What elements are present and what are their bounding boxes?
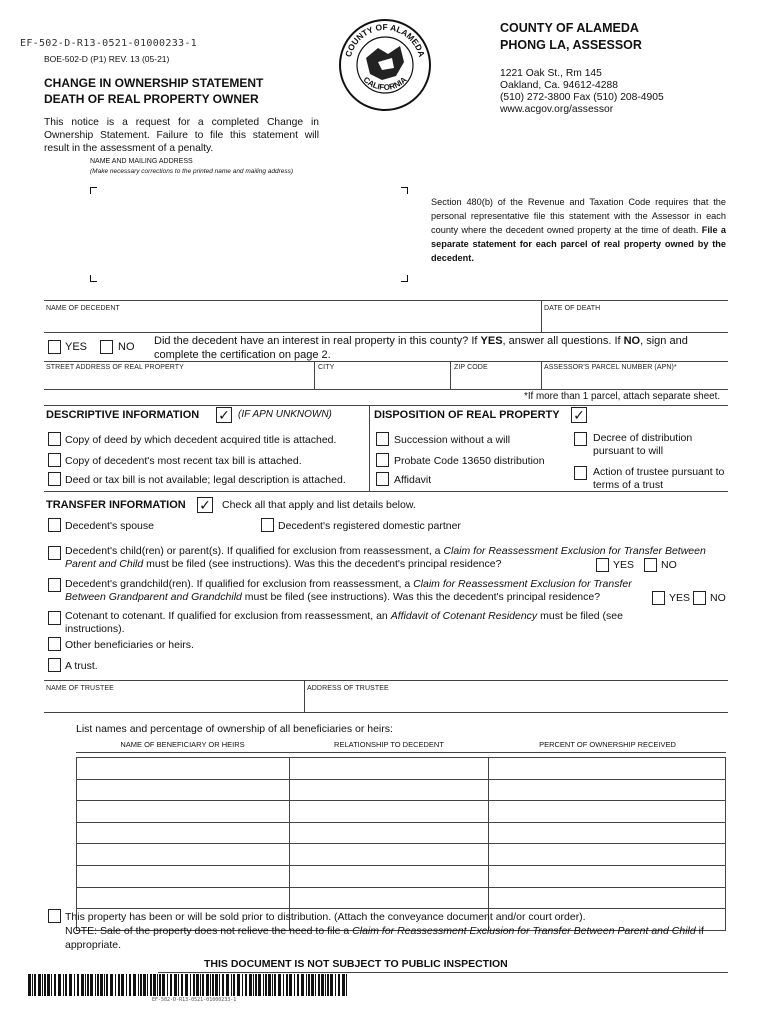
beneficiaries-intro: List names and percentage of ownership of all beneficiaries or heirs: [76, 723, 393, 735]
barcode-bar [121, 974, 124, 996]
barcode-bar [63, 974, 64, 996]
public-inspection-notice: THIS DOCUMENT IS NOT SUBJECT TO PUBLIC INSPECTION [204, 958, 508, 970]
barcode-bar [294, 974, 295, 996]
barcode-bar [47, 974, 50, 996]
barcode-bar [104, 974, 105, 996]
legal-description-checkbox[interactable] [48, 472, 61, 486]
barcode-bar [115, 974, 116, 996]
barcode-bar [100, 974, 103, 996]
barcode-bar [283, 974, 284, 996]
barcode-bar [311, 974, 314, 996]
barcode-bar [110, 974, 113, 996]
barcode-bar [77, 974, 79, 996]
barcode-bar [95, 974, 96, 996]
barcode-bar [143, 974, 146, 996]
mailing-address-sublabel: (Make necessary corrections to the printed name and mailing address) [90, 168, 294, 175]
percent-cell[interactable] [489, 887, 726, 909]
barcode-bar [133, 974, 136, 996]
barcode-bar [162, 974, 165, 996]
child-residence-yes-label: YES [613, 559, 635, 571]
succession-checkbox[interactable] [376, 432, 389, 446]
beneficiary-name-cell[interactable] [77, 822, 290, 844]
divider [44, 389, 728, 390]
probate-code-checkbox[interactable] [376, 453, 389, 467]
apn-unknown-label: (IF APN UNKNOWN) [238, 409, 332, 420]
document-code: EF-502-D-R13-0521-01000233-1 [20, 38, 197, 49]
relationship-cell[interactable] [289, 758, 489, 780]
barcode-bar [42, 974, 43, 996]
barcode-bar [150, 974, 152, 996]
beneficiary-name-cell[interactable] [77, 844, 290, 866]
barcode-bar [231, 974, 232, 996]
barcode-bar [215, 974, 218, 996]
property-sold-text: This property has been or will be sold prior to distribution. (Attach the conveyance document and/or court order). NOTE: Sale of the property does not relieve the need to file a Claim for Reassessment Exclusion for Transfer Between Parent and Child if appropriate. [65, 911, 704, 951]
svg-text:CALIFORNIA: CALIFORNIA [361, 75, 409, 93]
relationship-cell[interactable] [289, 801, 489, 823]
barcode-bar [301, 974, 304, 996]
relationship-cell[interactable] [289, 887, 489, 909]
barcode-bar [237, 974, 240, 996]
form-title-line1: CHANGE IN OWNERSHIP STATEMENT [44, 76, 264, 90]
barcode-bar [196, 974, 199, 996]
barcode-bar [289, 974, 292, 996]
grandchild-residence-yes-checkbox[interactable] [652, 591, 665, 605]
barcode-bar [346, 974, 347, 996]
barcode-bar [190, 974, 191, 996]
barcode-bar [87, 974, 89, 996]
relationship-cell[interactable] [289, 865, 489, 887]
barcode-bar [263, 974, 264, 996]
barcode-bar [308, 974, 310, 996]
barcode-bar [202, 974, 204, 996]
barcode-bar [65, 974, 67, 996]
interest-yes-checkbox[interactable] [48, 340, 61, 354]
barcode-bar [69, 974, 72, 996]
other-heirs-label: Other beneficiaries or heirs. [65, 639, 194, 651]
divider [76, 752, 726, 753]
interest-no-checkbox[interactable] [100, 340, 113, 354]
spouse-label: Decedent's spouse [65, 520, 154, 532]
beneficiary-row [77, 822, 726, 844]
barcode-bar [338, 974, 340, 996]
barcode-bar [325, 974, 326, 996]
barcode-bar [286, 974, 288, 996]
deed-copy-label: Copy of deed by which decedent acquired title is attached. [65, 434, 337, 446]
section-480-notice: Section 480(b) of the Revenue and Taxation Code requires that the personal representative file this statement with the Assessor in each county where the decedent owned property at the time of death. File a separate statement for each parcel of real property owned by the decedent. [431, 197, 726, 263]
decree-distribution-checkbox[interactable] [574, 432, 587, 446]
barcode-bar [58, 974, 61, 996]
barcode-bar [138, 974, 139, 996]
barcode-bar [206, 974, 209, 996]
percent-cell[interactable] [489, 865, 726, 887]
barcode-bar [126, 974, 127, 996]
beneficiary-row [77, 758, 726, 780]
barcode-bar [167, 974, 168, 996]
barcode-bar [255, 974, 257, 996]
tax-bill-checkbox[interactable] [48, 453, 61, 467]
street-address-field[interactable] [46, 373, 310, 387]
barcode-bar [253, 974, 254, 996]
domestic-partner-label: Decedent's registered domestic partner [278, 520, 461, 532]
address-corner-bl [90, 275, 97, 282]
percent-cell[interactable] [489, 779, 726, 801]
divider [44, 361, 728, 362]
succession-label: Succession without a will [394, 434, 511, 446]
trustee-address-label: ADDRESS OF TRUSTEE [307, 685, 389, 692]
barcode-bar [90, 974, 93, 996]
name-of-decedent-label: NAME OF DECEDENT [46, 305, 120, 312]
col-beneficiary-name: NAME OF BENEFICIARY OR HEIRS [120, 740, 245, 749]
divider [44, 712, 728, 713]
disposition-checkbox[interactable]: ✓ [571, 407, 587, 423]
apn-note: *If more than 1 parcel, attach separate sheet. [524, 391, 721, 402]
barcode-bar [81, 974, 84, 996]
barcode-bar [265, 974, 267, 996]
barcode-bar [249, 974, 252, 996]
affidavit-label: Affidavit [394, 474, 432, 486]
beneficiaries-table [76, 757, 726, 931]
beneficiary-name-cell[interactable] [77, 758, 290, 780]
beneficiary-name-cell[interactable] [77, 887, 290, 909]
city-field[interactable] [318, 373, 446, 387]
barcode-bar [297, 974, 299, 996]
barcode-bar [219, 974, 220, 996]
barcode-bar [51, 974, 52, 996]
barcode-bar [178, 974, 179, 996]
beneficiary-row [77, 887, 726, 909]
grandchild-residence-yes-label: YES [669, 592, 691, 604]
spouse-checkbox[interactable] [48, 518, 61, 532]
svg-text:COUNTY OF ALAMEDA: COUNTY OF ALAMEDA [343, 21, 427, 59]
barcode-bar [193, 974, 195, 996]
trustee-address-field[interactable] [307, 694, 725, 710]
barcode-bar [38, 974, 41, 996]
divider [44, 332, 728, 333]
penalty-notice: This notice is a request for a completed Change in Ownership Statement. Failure to file this statement will result in the assessment of a penalty. [44, 117, 319, 154]
county-seal [338, 18, 432, 112]
divider [44, 491, 728, 492]
barcode-bar [258, 974, 261, 996]
percent-cell[interactable] [489, 801, 726, 823]
form-title-line2: DEATH OF REAL PROPERTY OWNER [44, 92, 259, 106]
cotenant-checkbox[interactable] [48, 611, 61, 625]
barcode-bar [44, 974, 46, 996]
barcode-bar [274, 974, 276, 996]
barcode-text: EF-502-D-R13-0521-01000233-1 [152, 997, 237, 1003]
office-address-line2: Oakland, Ca. 94612-4288 [500, 80, 618, 91]
trustee-action-label: Action of trustee pursuant to terms of a trust [593, 466, 725, 491]
barcode-bar [321, 974, 324, 996]
apn-label: ASSESSOR'S PARCEL NUMBER (APN)* [544, 364, 677, 371]
barcode-bar [147, 974, 148, 996]
date-of-death-label: DATE OF DEATH [544, 305, 601, 312]
barcode-bar [200, 974, 201, 996]
apn-unknown-checkbox[interactable]: ✓ [216, 407, 232, 423]
grandchild-residence-no-checkbox[interactable] [693, 591, 706, 605]
barcode-bar [129, 974, 131, 996]
trustee-action-checkbox[interactable] [574, 466, 587, 480]
zip-label: ZIP CODE [454, 364, 488, 371]
percent-cell[interactable] [489, 822, 726, 844]
barcode-bar [85, 974, 86, 996]
barcode-bar [185, 974, 188, 996]
office-phone: (510) 272-3800 Fax (510) 208-4905 [500, 92, 664, 103]
relationship-cell[interactable] [289, 779, 489, 801]
barcode-bar [106, 974, 108, 996]
office-address-line1: 1221 Oak St., Rm 145 [500, 68, 602, 79]
grandchild-residence-no-label: NO [710, 592, 726, 604]
divider [541, 300, 542, 332]
barcode-bar [170, 974, 172, 996]
beneficiary-row [77, 801, 726, 823]
divider [541, 361, 542, 389]
barcode-bar [159, 974, 161, 996]
barcode-bar [174, 974, 177, 996]
probate-code-label: Probate Code 13650 distribution [394, 455, 545, 467]
barcode-bar [315, 974, 316, 996]
barcode-bar [342, 974, 345, 996]
legal-description-label: Deed or tax bill is not available; legal description is attached. [65, 474, 346, 486]
beneficiary-row [77, 865, 726, 887]
barcode-bar [242, 974, 243, 996]
transfer-instruction: Check all that apply and list details below. [222, 499, 416, 511]
barcode-bar [335, 974, 336, 996]
cotenant-text: Cotenant to cotenant. If qualified for exclusion from reassessment, an Affidavit of Cotenant Residency must be filed (see instructions). [65, 610, 623, 635]
address-corner-br [401, 275, 408, 282]
address-corner-tr [401, 187, 408, 194]
property-sold-checkbox[interactable] [48, 909, 61, 923]
domestic-partner-checkbox[interactable] [261, 518, 274, 532]
office-website[interactable]: www.acgov.org/assessor [500, 104, 614, 115]
trustee-name-label: NAME OF TRUSTEE [46, 685, 114, 692]
barcode-bar [32, 974, 33, 996]
other-heirs-checkbox[interactable] [48, 637, 61, 651]
beneficiary-row [77, 779, 726, 801]
grandchild-checkbox[interactable] [48, 578, 61, 592]
interest-question: Did the decedent have an interest in real property in this county? If YES, answer all questions. If NO, sign and complete the certification on page 2. [154, 335, 688, 361]
barcode-bar [272, 974, 273, 996]
barcode-bar [28, 974, 31, 996]
col-relationship: RELATIONSHIP TO DECEDENT [334, 740, 444, 749]
child-residence-no-label: NO [661, 559, 677, 571]
barcode-bar [318, 974, 320, 996]
county-name: COUNTY OF ALAMEDA [500, 21, 639, 35]
barcode-bar [97, 974, 99, 996]
apn-field[interactable] [544, 373, 724, 387]
barcode-bar [212, 974, 214, 996]
barcode-bar [306, 974, 307, 996]
decree-distribution-label: Decree of distribution pursuant to will [593, 432, 693, 457]
beneficiary-row [77, 844, 726, 866]
disposition-heading: DISPOSITION OF REAL PROPERTY [374, 409, 560, 421]
child-parent-checkbox[interactable] [48, 546, 61, 560]
barcode-bar [118, 974, 120, 996]
trust-label: A trust. [65, 660, 98, 672]
percent-cell[interactable] [489, 758, 726, 780]
barcode-bar [226, 974, 229, 996]
trustee-name-field[interactable] [46, 694, 300, 710]
form-revision: BOE-502-D (P1) REV. 13 (05-21) [44, 54, 170, 64]
barcode-bar [157, 974, 158, 996]
affidavit-checkbox[interactable] [376, 472, 389, 486]
mailing-address-field[interactable] [92, 192, 398, 272]
transfer-heading: TRANSFER INFORMATION [46, 499, 186, 511]
city-label: CITY [318, 364, 335, 371]
divider [44, 405, 728, 406]
barcode-bar [245, 974, 247, 996]
barcode-bar [278, 974, 281, 996]
barcode-bar [222, 974, 224, 996]
percent-cell[interactable] [489, 844, 726, 866]
barcode-bar [268, 974, 271, 996]
date-of-death-field[interactable] [544, 314, 724, 330]
barcode-bar [74, 974, 75, 996]
beneficiary-name-cell[interactable] [77, 779, 290, 801]
divider [369, 405, 370, 491]
barcode [28, 974, 350, 996]
tax-bill-label: Copy of decedent's most recent tax bill is attached. [65, 455, 302, 467]
deed-copy-checkbox[interactable] [48, 432, 61, 446]
barcode-bar [54, 974, 56, 996]
barcode-bar [327, 974, 329, 996]
divider [304, 680, 305, 712]
barcode-bar [210, 974, 211, 996]
transfer-checkbox[interactable]: ✓ [197, 497, 213, 513]
divider [158, 972, 728, 973]
col-percent-ownership: PERCENT OF OWNERSHIP RECEIVED [539, 740, 676, 749]
name-of-decedent-field[interactable] [46, 314, 536, 330]
barcode-bar [140, 974, 142, 996]
street-address-label: STREET ADDRESS OF REAL PROPERTY [46, 364, 184, 371]
interest-yes-label: YES [65, 341, 88, 353]
barcode-bar [233, 974, 235, 996]
child-residence-no-checkbox[interactable] [644, 558, 657, 572]
assessor-name: PHONG LA, ASSESSOR [500, 38, 642, 52]
divider [44, 680, 728, 681]
relationship-cell[interactable] [289, 822, 489, 844]
divider [44, 300, 728, 301]
relationship-cell[interactable] [289, 844, 489, 866]
trust-checkbox[interactable] [48, 658, 61, 672]
barcode-bar [34, 974, 36, 996]
interest-no-label: NO [118, 341, 135, 353]
child-parent-text: Decedent's child(ren) or parent(s). If qualified for exclusion from reassessment, a Claim for Reassessment Exclusion for Transfer Between Parent and Child must be filed (see instructions). Was this the decedent's principal residence? [65, 545, 706, 570]
divider [314, 361, 315, 389]
beneficiary-name-cell[interactable] [77, 865, 290, 887]
divider [450, 361, 451, 389]
barcode-bar [181, 974, 183, 996]
zip-field[interactable] [454, 373, 538, 387]
barcode-bar [330, 974, 333, 996]
descriptive-heading: DESCRIPTIVE INFORMATION [46, 409, 200, 421]
beneficiary-name-cell[interactable] [77, 801, 290, 823]
child-residence-yes-checkbox[interactable] [596, 558, 609, 572]
mailing-address-label: NAME AND MAILING ADDRESS [90, 158, 193, 165]
barcode-bar [153, 974, 156, 996]
grandchild-text: Decedent's grandchild(ren). If qualified for exclusion from reassessment, a Claim for Reassessment Exclusion for Transfer Between Grandparent and Grandchild must be filed (see instructions). Was this the decedent's principal residence? [65, 578, 632, 603]
